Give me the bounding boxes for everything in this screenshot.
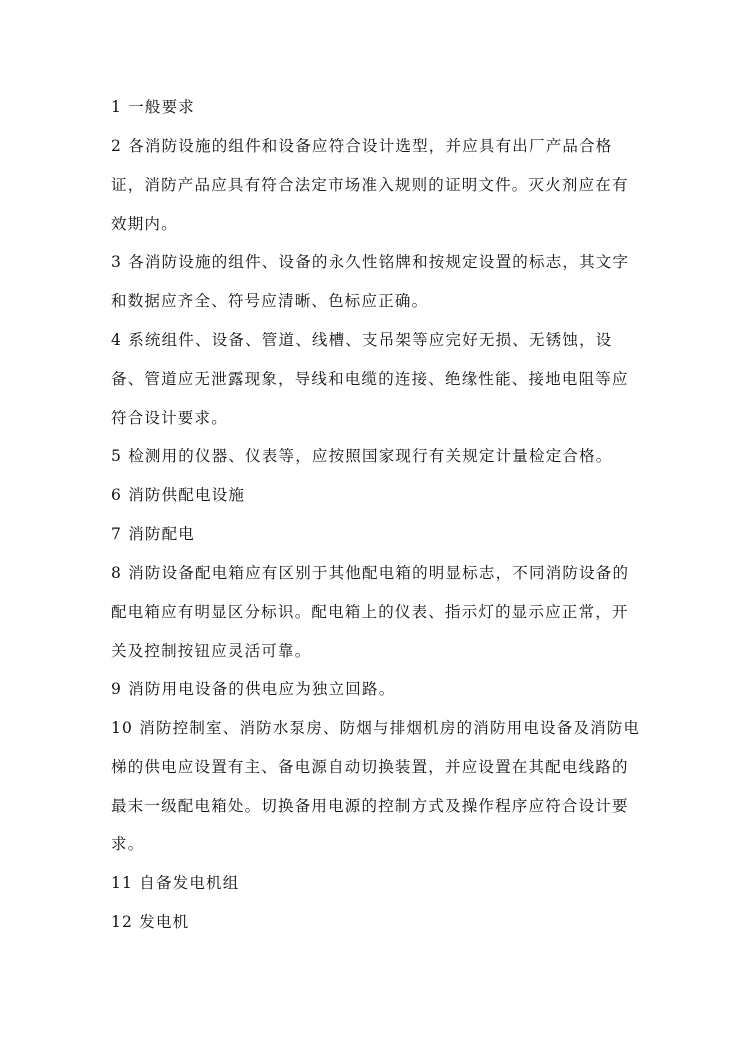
paragraph-1: 1 一般要求: [111, 98, 195, 116]
paragraph-10: 10 消防控制室、消防水泵房、防烟与排烟机房的消防用电设备及消防电梯的供电应设置有主、备电源自动切换装置，并应设置在其配电线路的最末一级配电箱处。切换备用电源的控制方式及操作程序应符合设计要求。: [111, 719, 641, 854]
paragraph-9: 9 消防用电设备的供电应为独立回路。: [111, 680, 396, 698]
paragraph-8: 8 消防设备配电箱应有区别于其他配电箱的明显标志，不同消防设备的配电箱应有明显区分标识。配电箱上的仪表、指示灯的显示应正常，开关及控制按钮应灵活可靠。: [111, 564, 630, 660]
paragraph-3: 3 各消防设施的组件、设备的永久性铭牌和按规定设置的标志，其文字和数据应齐全、符号应清晰、色标应正确。: [111, 253, 630, 310]
paragraph-4: 4 系统组件、设备、管道、线槽、支吊架等应完好无损、无锈蚀，设备、管道应无泄露现象，导线和电缆的连接、绝缘性能、接地电阻等应符合设计要求。: [111, 331, 629, 427]
paragraph-5: 5 检测用的仪器、仪表等，应按照国家现行有关规定计量检定合格。: [111, 447, 613, 465]
paragraph-6: 6 消防供配电设施: [111, 486, 246, 504]
paragraph-11: 11 自备发电机组: [111, 874, 240, 892]
paragraph-7: 7 消防配电: [111, 525, 195, 543]
paragraph-12: 12 发电机: [111, 913, 190, 931]
paragraph-2: 2 各消防设施的组件和设备应符合设计选型，并应具有出厂产品合格证，消防产品应具有符合法定市场准入规则的证明文件。灭火剂应在有效期内。: [111, 137, 629, 233]
